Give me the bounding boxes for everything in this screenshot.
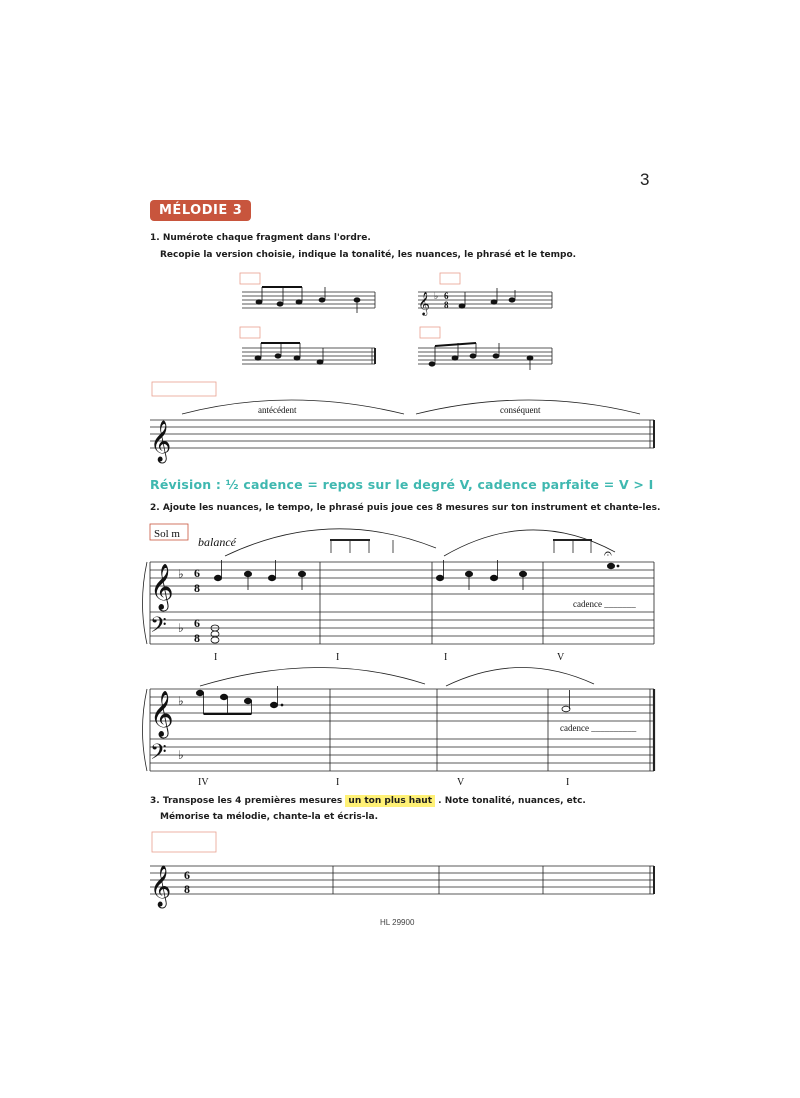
fragment-number-box-2[interactable] — [440, 273, 460, 284]
rhythm-hint-2 — [553, 540, 592, 553]
bass-staff-system2 — [150, 739, 654, 771]
key-signature-flat-1: ♭ — [178, 567, 184, 581]
exercise1-instruction-2: Recopie la version choisie, indique la tonalité, les nuances, le phrasé et le tempo. — [160, 250, 577, 260]
fragment-number-box-3[interactable] — [240, 327, 260, 338]
roman-numeral-5: IV — [198, 777, 209, 788]
exercise3-instruction-pre: 3. Transpose les 4 premières mesures — [150, 796, 343, 806]
roman-numeral-7: V — [457, 777, 465, 788]
key-signature-flat-2: ♭ — [178, 694, 184, 708]
bass-clef-system1: 𝄢 — [150, 613, 167, 643]
answer-staff-3 — [150, 866, 654, 894]
highlighted-phrase: un ton plus haut — [345, 795, 435, 807]
roman-numeral-8: I — [566, 777, 570, 788]
fragment-number-box-4[interactable] — [420, 327, 440, 338]
fragment-notes-2 — [459, 288, 515, 308]
fragment-notes-4 — [429, 343, 533, 370]
time-sig-top-answer-3: 6 — [184, 868, 190, 882]
time-sig-bottom-fragment-2: 8 — [444, 300, 449, 310]
roman-numeral-3: I — [444, 652, 448, 663]
treble-clef-answer-1: 𝄞 — [150, 421, 172, 462]
grand-staff-brace-2 — [143, 689, 148, 771]
fragment-number-box-1[interactable] — [240, 273, 260, 284]
roman-numeral-1: I — [214, 652, 218, 663]
exercise1-instruction: 1. Numérote chaque fragment dans l'ordre. — [150, 233, 371, 243]
bass-staff-system1 — [150, 612, 654, 644]
time-sig-bottom-bass: 8 — [194, 631, 200, 645]
key-signature-flat-bass-1: ♭ — [178, 621, 184, 635]
page-number: 3 — [640, 170, 650, 189]
answer-staff-1 — [150, 420, 654, 448]
grand-staff-brace-1 — [143, 562, 148, 644]
time-sig-top-fragment-2: 6 — [444, 291, 449, 301]
treble-staff-system2 — [150, 689, 654, 721]
exercise3-instruction-2: Mémorise ta mélodie, chante-la et écris-la. — [160, 812, 379, 822]
fragment-staff-3 — [242, 348, 375, 364]
roman-numeral-2: I — [336, 652, 340, 663]
cadence-label-1: cadence _______ — [573, 599, 636, 609]
exercise3-instruction-post: . Note tonalité, nuances, etc. — [438, 796, 586, 806]
phrase-slur-system1-a — [225, 529, 436, 556]
roman-numeral-6: I — [336, 777, 340, 788]
key-label: Sol m — [154, 528, 180, 540]
melody-notes-system1 — [214, 560, 619, 590]
fermata-icon: 𝄐 — [604, 546, 612, 562]
phrase-slur-system2-b — [446, 667, 594, 686]
tonality-answer-box-3[interactable] — [152, 832, 216, 852]
time-sig-bottom-system1: 8 — [194, 581, 200, 595]
section-badge: MÉLODIE 3 — [150, 200, 251, 221]
footer-code: HL 29900 — [380, 918, 415, 927]
time-sig-top-bass: 6 — [194, 616, 200, 630]
exercise2-instruction: 2. Ajoute les nuances, le tempo, le phrasé puis joue ces 8 mesures sur ton instrument et chante-les. — [150, 503, 661, 513]
treble-clef-fragment-2: 𝄞 — [418, 291, 430, 315]
treble-clef-answer-3: 𝄞 — [150, 866, 172, 907]
tempo-marking: balancé — [198, 535, 236, 549]
phrase-slur-system1-b — [444, 530, 615, 556]
phrase-slur-system2-a — [200, 667, 425, 686]
bass-clef-system2: 𝄢 — [150, 740, 167, 770]
cadence-label-2: cadence __________ — [560, 723, 637, 733]
key-signature-flat-bass-2: ♭ — [178, 748, 184, 762]
time-sig-top-system1: 6 — [194, 566, 200, 580]
phrase-label-consequent: conséquent — [500, 405, 541, 415]
treble-clef-system1: 𝄞 — [150, 564, 174, 610]
fragment-notes-3 — [255, 343, 323, 364]
phrase-label-antecedent: antécédent — [258, 405, 297, 415]
tonality-answer-box-1[interactable] — [152, 382, 216, 396]
treble-clef-system2: 𝄞 — [150, 691, 174, 737]
time-sig-bottom-answer-3: 8 — [184, 882, 190, 896]
rhythm-hint-1 — [330, 540, 393, 553]
revision-note: Révision : ½ cadence = repos sur le degré V, cadence parfaite = V > I — [150, 477, 654, 492]
roman-numeral-4: V — [557, 652, 565, 663]
flat-fragment-2: ♭ — [434, 292, 439, 302]
treble-staff-system1 — [150, 562, 654, 594]
melody-notes-system2 — [196, 686, 570, 714]
